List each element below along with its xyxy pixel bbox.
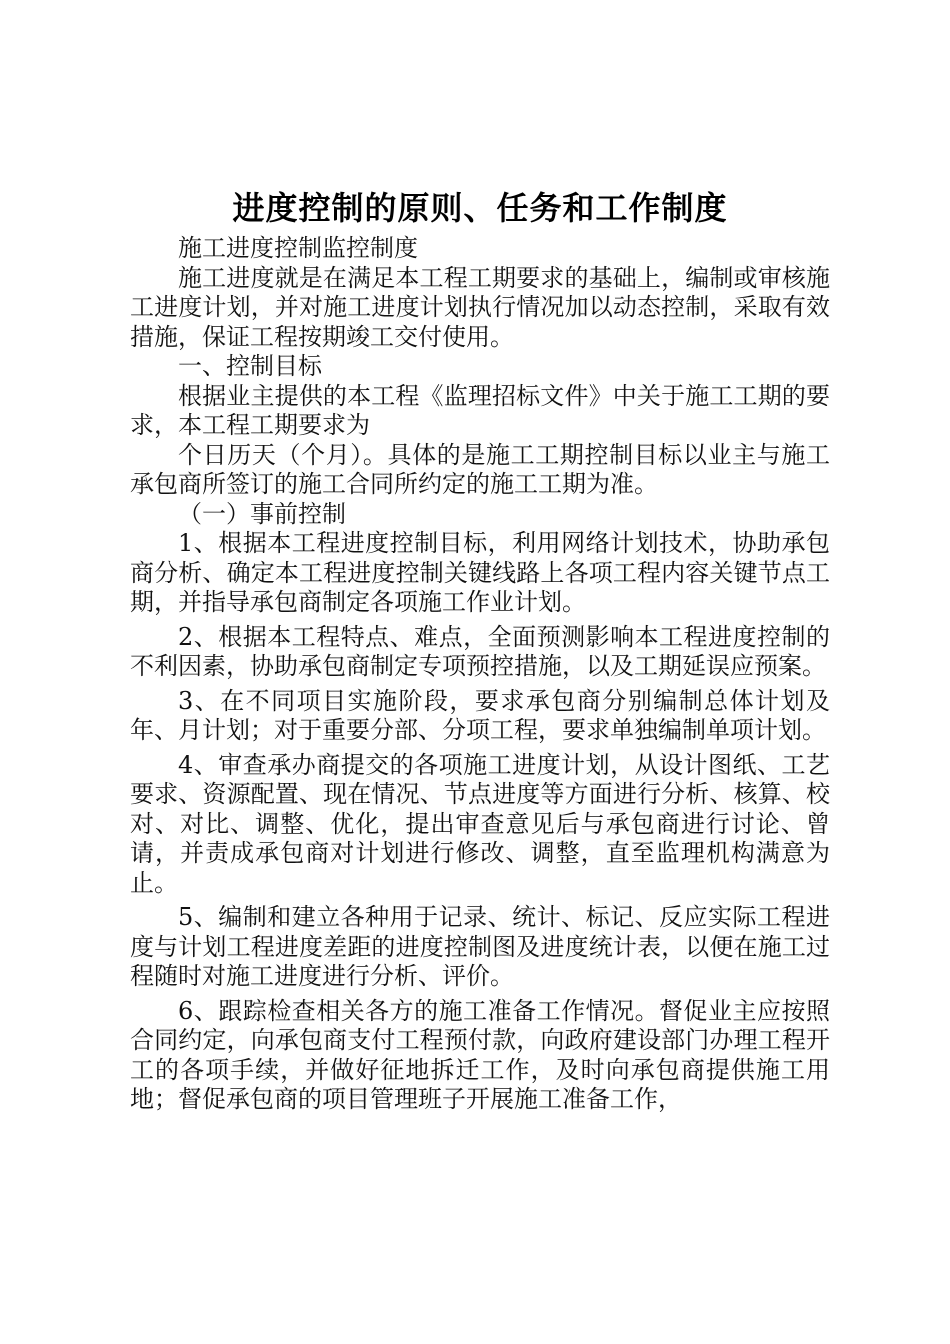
paragraph-item-6: 6、跟踪检查相关各方的施工准备工作情况。督促业主应按照合同约定，向承包商支付工程预付款，向政府建设部门办理工程开工的各项手续，并做好征地拆迁工作，及时向承包商提供施工用地；督促承包商的项目管理班子开展施工准备工作， bbox=[130, 996, 830, 1113]
paragraph-item-2: 2、根据本工程特点、难点，全面预测影响本工程进度控制的不利因素，协助承包商制定专项预控措施，以及工期延误应预案。 bbox=[130, 622, 830, 680]
paragraph-schedule-requirement: 根据业主提供的本工程《监理招标文件》中关于施工工期的要求，本工程工期要求为 bbox=[130, 381, 830, 439]
paragraph-item-1: 1、根据本工程进度控制目标，利用网络计划技术，协助承包商分析、确定本工程进度控制关键线路上各项工程内容关键节点工期，并指导承包商制定各项施工作业计划。 bbox=[130, 529, 830, 616]
paragraph-item-5: 5、编制和建立各种用于记录、统计、标记、反应实际工程进度与计划工程进度差距的进度控制图及进度统计表，以便在施工过程随时对施工进度进行分析、评价。 bbox=[130, 903, 830, 990]
paragraph-section-heading: 施工进度控制监控制度 bbox=[178, 234, 418, 262]
paragraph-item-4: 4、审查承办商提交的各项施工进度计划，从设计图纸、工艺要求、资源配置、现在情况、节点进度等方面进行分析、核算、校对、对比、调整、优化，提出审查意见后与承包商进行讨论、曾请，并责成承包商对计划进行修改、调整，直至监理机构满意为止。 bbox=[130, 750, 830, 897]
document-page bbox=[130, 184, 830, 1115]
paragraph-item-3: 3、在不同项目实施阶段，要求承包商分别编制总体计划及年、月计划；对于重要分部、分项工程，要求单独编制单项计划。 bbox=[130, 686, 830, 744]
paragraph-calendar-days: 个日历天（个月）。具体的是施工工期控制目标以业主与施工承包商所签订的施工合同所约定的施工工期为准。 bbox=[130, 440, 830, 498]
document-title: 进度控制的原则、任务和工作制度 bbox=[232, 189, 728, 227]
paragraph-heading-control-target: 一、控制目标 bbox=[178, 352, 322, 380]
paragraph-heading-pre-control: （一）事前控制 bbox=[178, 499, 346, 528]
paragraph-intro: 施工进度就是在满足本工程工期要求的基础上，编制或审核施工进度计划，并对施工进度计划执行情况加以动态控制，采取有效措施，保证工程按期竣工交付使用。 bbox=[130, 263, 830, 351]
